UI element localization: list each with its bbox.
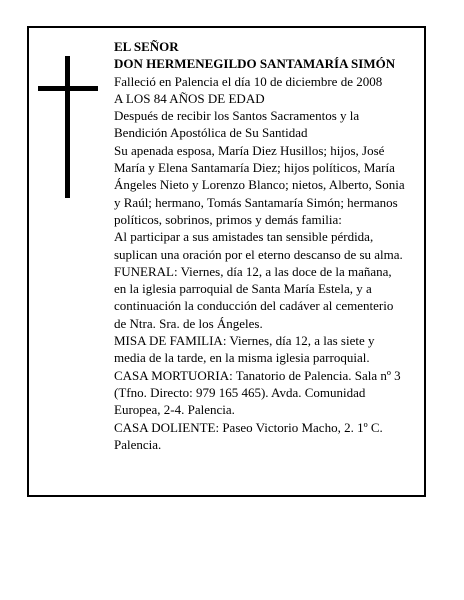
text-line: María y Elena Santamaría Diez; hijos políticos, María <box>114 160 395 176</box>
text-line: de Ntra. Sra. de los Ángeles. <box>114 315 263 331</box>
text-line: MISA DE FAMILIA: Viernes, día 12, a las siete y <box>114 333 375 349</box>
text-line: FUNERAL: Viernes, día 12, a las doce de la mañana, <box>114 263 392 279</box>
text-line: Bendición Apostólica de Su Santidad <box>114 125 308 141</box>
text-line: políticos, sobrinos, primos y demás familia: <box>114 211 342 227</box>
text-line: Su apenada esposa, María Diez Husillos; hijos, José <box>114 142 385 158</box>
text-line: Después de recibir los Santos Sacramentos y la <box>114 108 360 124</box>
text-line: en la iglesia parroquial de Santa María Estela, y a <box>114 281 372 297</box>
text-line: Falleció en Palencia el día 10 de diciembre de 2008 <box>114 73 383 89</box>
text-line: suplican una oración por el eterno descanso de su alma. <box>114 246 403 262</box>
text-line: A LOS 84 AÑOS DE EDAD <box>114 90 265 106</box>
text-line: (Tfno. Directo: 979 165 465). Avda. Comunidad <box>114 384 366 400</box>
text-line: continuación la conducción del cadáver al cementerio <box>114 298 394 314</box>
cross-vertical-bar <box>65 56 70 198</box>
text-line: CASA DOLIENTE: Paseo Victorio Macho, 2. 1º C. <box>114 419 383 435</box>
text-line: media de la tarde, en la misma iglesia parroquial. <box>114 350 370 366</box>
text-line: Palencia. <box>114 436 162 452</box>
cross-horizontal-bar <box>38 86 98 91</box>
text-line: CASA MORTUORIA: Tanatorio de Palencia. Sala nº 3 <box>114 367 401 383</box>
text-line: Al participar a sus amistades tan sensible pérdida, <box>114 229 374 245</box>
text-line: y Raúl; hermano, Tomás Santamaría Simón; hermanos <box>114 194 398 210</box>
text-line: Ángeles Nieto y Lorenzo Blanco; nietos, Alberto, Sonia <box>114 177 405 193</box>
cross-icon <box>38 56 98 198</box>
text-line: Europea, 2-4. Palencia. <box>114 402 235 418</box>
obituary-text <box>114 38 424 453</box>
obituary-heading: EL SEÑOR <box>114 39 179 54</box>
deceased-name: DON HERMENEGILDO SANTAMARÍA SIMÓN <box>114 56 396 72</box>
